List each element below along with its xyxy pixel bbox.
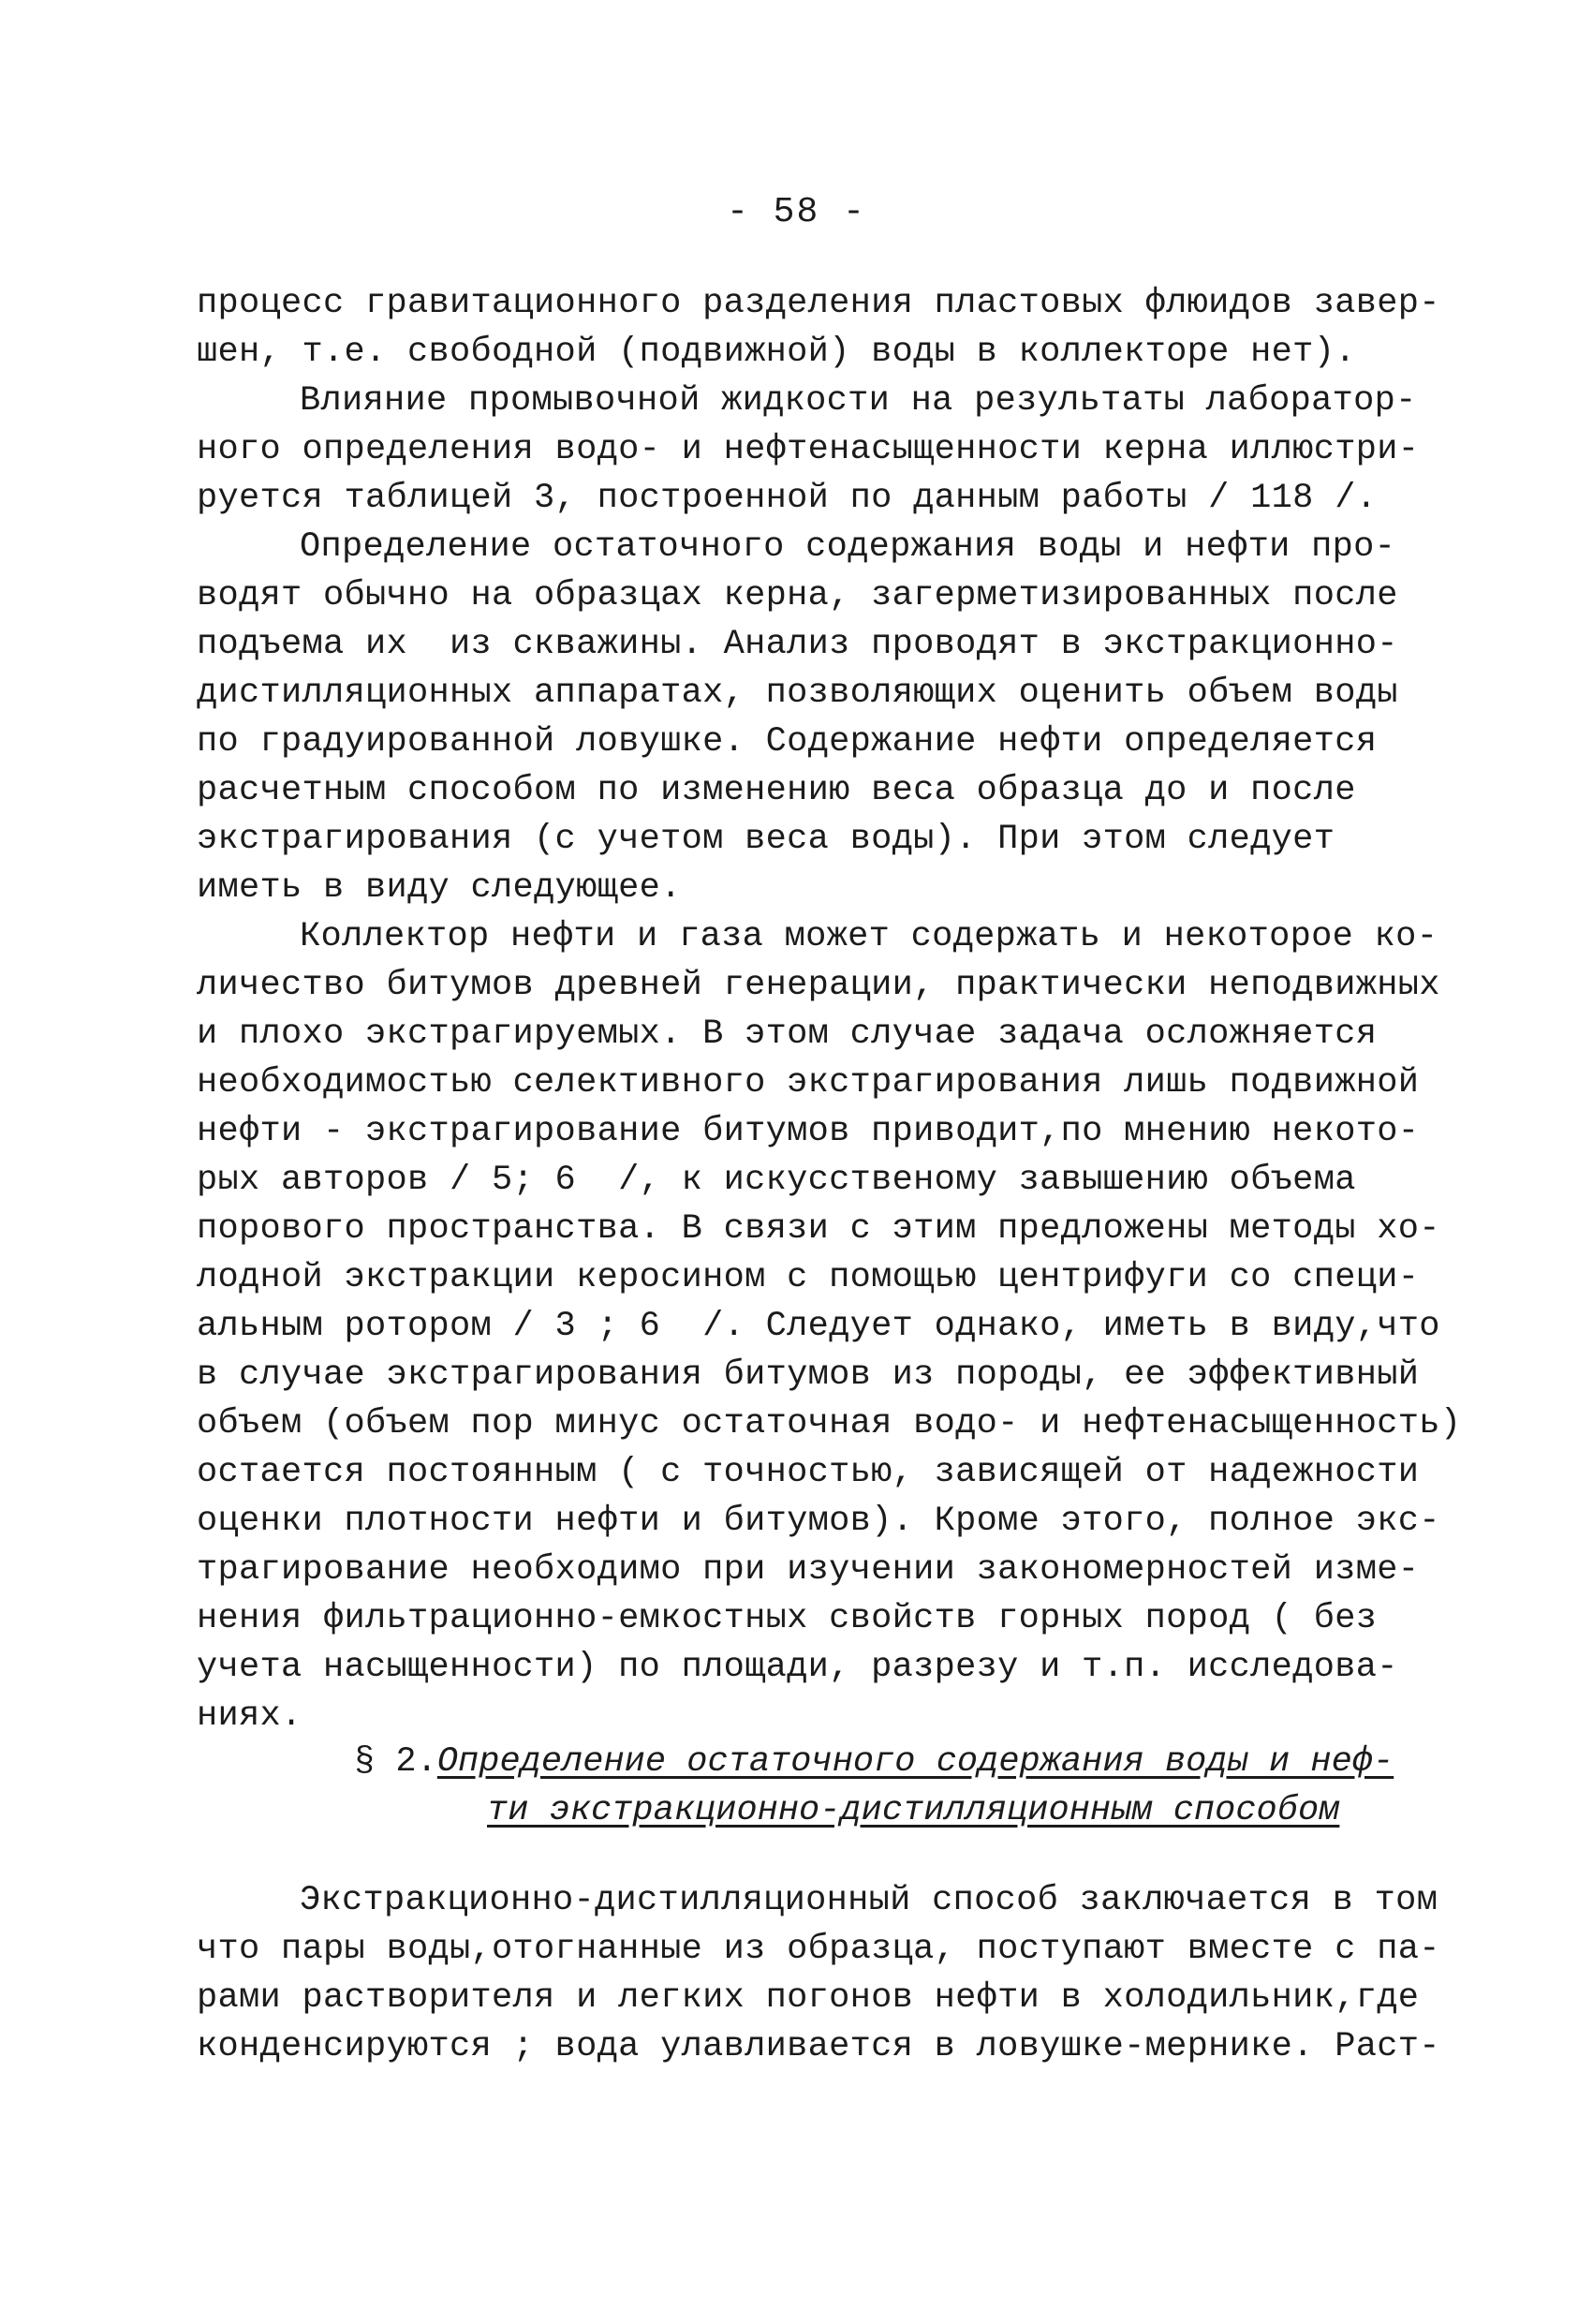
text-line: руется таблицей 3, построенной по данным работы / 118 /. xyxy=(197,479,1378,518)
text-line: Определение остаточного содержания воды и нефти про- xyxy=(300,527,1396,567)
text-line: в случае экстрагирования битумов из породы, ее эффективный xyxy=(197,1355,1420,1395)
page-number: - 58 - xyxy=(727,192,866,232)
body-text-continued xyxy=(197,1876,1440,2071)
text-line: что пары воды,отогнанные из образца, поступают вместе с па- xyxy=(197,1930,1440,1969)
text-line: процесс гравитационного разделения пластовых флюидов завер- xyxy=(197,284,1440,323)
section-heading-line-1 xyxy=(0,1738,1593,1786)
text-line: расчетным способом по изменению веса образца до и после xyxy=(197,771,1356,810)
text-line: учета насыщенности) по площади, разрезу и т.п. исследова- xyxy=(197,1648,1398,1687)
section-title-part-1: Определение остаточного содержания воды и неф- xyxy=(436,1742,1394,1782)
text-line: объем (объем пор минус остаточная водо- и нефтенасыщенность) xyxy=(197,1404,1462,1443)
text-line: по градуированной ловушке. Содержание нефти определяется xyxy=(197,722,1378,762)
text-line: конденсируются ; вода улавливается в ловушке-мернике. Раст- xyxy=(197,2027,1440,2066)
text-line: иметь в виду следующее. xyxy=(197,868,682,908)
text-line: экстрагирования (с учетом веса воды). При этом следует xyxy=(197,820,1335,859)
text-line: трагирование необходимо при изучении закономерностей изме- xyxy=(197,1550,1420,1590)
text-line: и плохо экстрагируемых. В этом случае задача осложняется xyxy=(197,1014,1378,1054)
text-line: ниях. xyxy=(197,1696,302,1736)
text-line: Влияние промывочной жидкости на результаты лаборатор- xyxy=(300,381,1417,421)
text-line: личество битумов древней генерации, практически неподвижных xyxy=(197,966,1440,1005)
text-line: ного определения водо- и нефтенасыщенности керна иллюстри- xyxy=(197,430,1420,469)
text-line: нефти - экстрагирование битумов приводит,по мнению некото- xyxy=(197,1112,1420,1151)
section-heading xyxy=(0,1738,1593,1835)
section-heading-line-2 xyxy=(0,1786,1593,1835)
text-line: нения фильтрационно-емкостных свойств горных пород ( без xyxy=(197,1599,1378,1638)
text-line: Экстракционно-дистилляционный способ заключается в том xyxy=(300,1881,1438,1920)
text-line: порового пространства. В связи с этим предложены методы хо- xyxy=(197,1209,1440,1249)
body-text xyxy=(197,279,1462,1740)
text-line: лодной экстракции керосином с помощью центрифуги со специ- xyxy=(197,1258,1420,1297)
text-line: подъема их из скважины. Анализ проводят в экстракционно- xyxy=(197,625,1398,664)
text-line: водят обычно на образцах керна, загерметизированных после xyxy=(197,576,1398,615)
section-title-part-2: ти экстракционно-дистилляционным способом xyxy=(487,1791,1340,1830)
text-line: оценки плотности нефти и битумов). Кроме этого, полное экс- xyxy=(197,1502,1440,1541)
text-line: Коллектор нефти и газа может содержать и некоторое ко- xyxy=(300,917,1438,956)
text-line: шен, т.е. свободной (подвижной) воды в коллекторе нет). xyxy=(197,333,1356,372)
text-line: необходимостью селективного экстрагирования лишь подвижной xyxy=(197,1063,1420,1103)
section-number: § 2. xyxy=(354,1742,437,1782)
text-line: дистилляционных аппаратах, позволяющих оценить объем воды xyxy=(197,674,1398,713)
text-line: рых авторов / 5; 6 /, к искусственому завышению объема xyxy=(197,1161,1356,1200)
text-line: рами растворителя и легких погонов нефти в холодильник,где xyxy=(197,1978,1420,2018)
text-line: остается постоянным ( с точностью, зависящей от надежности xyxy=(197,1453,1420,1492)
text-line: альным ротором / 3 ; 6 /. Следует однако, иметь в виду,что xyxy=(197,1307,1440,1346)
